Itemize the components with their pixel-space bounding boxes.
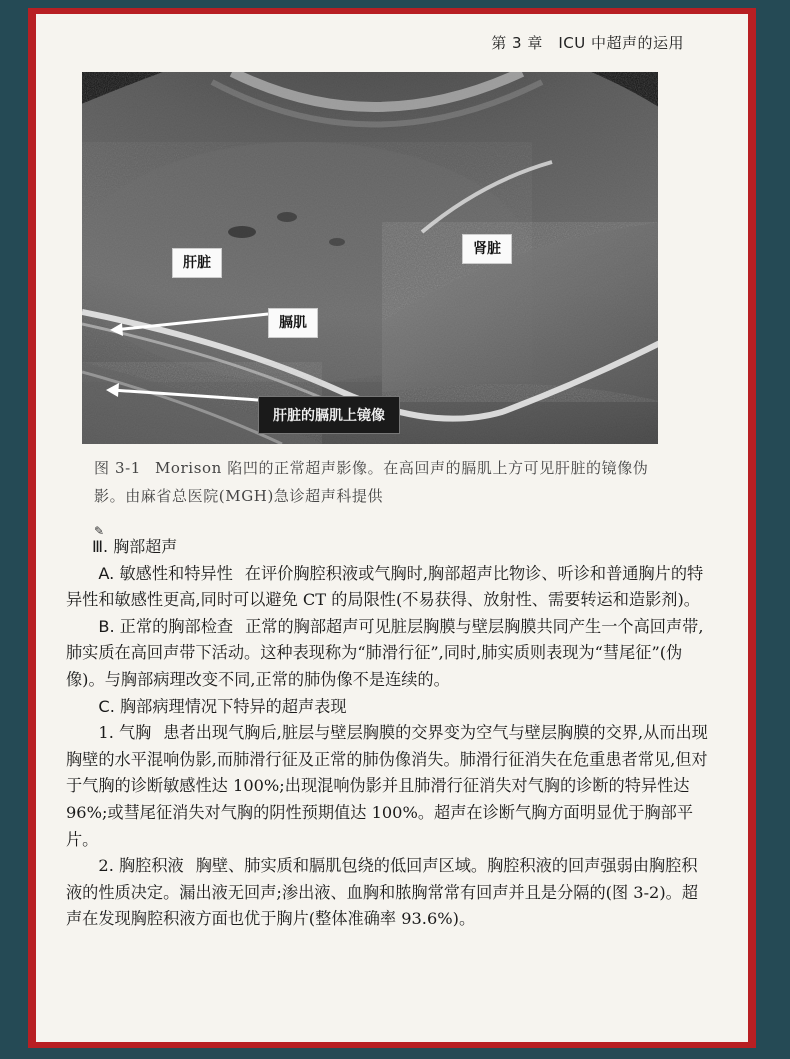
paragraph-c2-text: 胸壁、肺实质和膈肌包绕的低回声区域。胸腔积液的回声强弱由胸腔积液的性质决定。漏出液无回声;渗出液、血胸和脓胸常常有回声并且是分隔的(图 3-2)。超声在发现胸腔积液方面也优于胸片(整体准确率 93.6%)。 (66, 856, 699, 929)
item-pneumothorax-label: 1. 气胸 (98, 723, 152, 743)
kidney-label: 肾脏 (462, 234, 512, 264)
figure-caption-text: Morison 陷凹的正常超声影像。在高回声的膈肌上方可见肝脏的镜像伪影。由麻省总医院(MGH)急诊超声科提供 (94, 459, 649, 505)
paragraph-b (66, 614, 708, 694)
body-text (66, 534, 708, 933)
running-head: 第 3 章 ICU 中超声的运用 (491, 34, 684, 52)
paragraph-c1 (66, 720, 708, 853)
figure-number: 图 3-1 (94, 459, 141, 477)
paragraph-a (66, 561, 708, 614)
paragraph-c2 (66, 853, 708, 933)
subheading-c: C. 胸部病理情况下特异的超声表现 (98, 696, 347, 716)
book-page (36, 14, 748, 1042)
ultrasound-image (82, 72, 658, 444)
paragraph-c1-text: 患者出现气胸后,脏层与壁层胸膜的交界变为空气与壁层胸膜的交界,从而出现胸壁的水平混响伪影,而肺滑行征及正常的肺伪像消失。肺滑行征消失在危重患者常见,但对于气胸的诊断敏感性达 100%;出现混响伪影并且肺滑行征消失对气胸的诊断的特异性达 96%;或彗尾征消失对气胸的阴性预期值达 100%。超声在诊断气胸方面明显优于胸部平片。 (66, 723, 708, 849)
diaphragm-label: 膈肌 (268, 308, 318, 338)
liver-label: 肝脏 (172, 248, 222, 278)
mirror-image-label: 肝脏的膈肌上镜像 (258, 396, 400, 434)
section-heading: Ⅲ. 胸部超声 (92, 537, 178, 556)
ultrasound-graphic (82, 72, 658, 444)
subheading-a: A. 敏感性和特异性 (98, 563, 233, 583)
figure-caption (94, 454, 654, 510)
margin-mark-icon: ✎ (94, 524, 105, 538)
item-pleural-effusion-label: 2. 胸腔积液 (98, 856, 184, 876)
paragraph-a-text: 在评价胸腔积液或气胸时,胸部超声比物诊、听诊和普通胸片的特异性和敏感性更高,同时可以避免 CT 的局限性(不易获得、放射性、需要转运和造影剂)。 (66, 563, 704, 610)
subheading-b: B. 正常的胸部检查 (98, 616, 234, 636)
paragraph-b-text: 正常的胸部超声可见脏层胸膜与壁层胸膜共同产生一个高回声带,肺实质在高回声带下活动。这种表现称为“肺滑行征”,同时,肺实质则表现为“彗尾征”(伪像)。与胸部病理改变不同,正常的肺伪像不是连续的。 (66, 616, 704, 689)
